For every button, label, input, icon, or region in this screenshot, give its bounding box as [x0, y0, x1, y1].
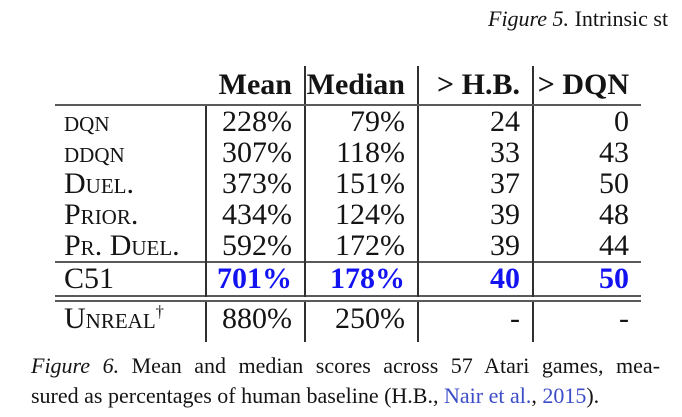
- cell-median: 118%: [305, 137, 418, 168]
- row-label: dqn: [64, 105, 110, 137]
- caption-line2: [31, 381, 660, 411]
- cell-gt-hb: 37: [418, 168, 533, 199]
- cell-gt-dqn: -: [533, 301, 641, 342]
- cell-gt-hb: 39: [418, 230, 533, 262]
- table-row-dqn: [55, 105, 641, 137]
- column-header-gt-hb: > H.B.: [418, 66, 533, 105]
- caption-text-line2: sured as percentages of human baseline (H.B.,: [31, 383, 444, 408]
- table-row-duel: [55, 168, 641, 199]
- cell-mean: 592%: [206, 230, 305, 262]
- cell-gt-dqn: 43: [533, 137, 641, 168]
- cell-median: 250%: [305, 301, 418, 342]
- column-header-median: Median: [305, 66, 418, 105]
- caption-line1: [31, 351, 660, 381]
- cell-gt-dqn: 50: [533, 168, 641, 199]
- row-label: Pr. Duel.: [64, 230, 180, 262]
- results-table: [55, 66, 641, 342]
- header-row: [55, 66, 641, 105]
- cell-mean: 373%: [206, 168, 305, 199]
- cell-mean: 701%: [206, 262, 305, 296]
- cell-median: 79%: [305, 105, 418, 137]
- cell-gt-hb: 40: [418, 262, 533, 296]
- caption-text-end: ).: [586, 383, 600, 408]
- table-row-prior: [55, 199, 641, 230]
- row-label: Duel.: [64, 168, 134, 199]
- cell-median: 178%: [305, 262, 418, 296]
- cell-mean: 228%: [206, 105, 305, 137]
- figure5-caption-text: Intrinsic st: [574, 6, 669, 31]
- row-label: Prior.: [64, 199, 139, 230]
- cell-gt-hb: 33: [418, 137, 533, 168]
- citation-link-nair[interactable]: Nair et al.: [443, 383, 532, 408]
- column-header-empty: [55, 66, 206, 105]
- cell-gt-dqn: 0: [533, 105, 641, 137]
- cell-gt-dqn: 50: [533, 262, 641, 296]
- citation-link-year[interactable]: 2015: [542, 383, 587, 408]
- table-row-c51: [55, 262, 641, 296]
- column-header-mean: Mean: [206, 66, 305, 105]
- figure6-caption: [31, 351, 660, 411]
- cell-gt-hb: -: [418, 301, 533, 342]
- row-label: ddqn: [64, 137, 125, 168]
- dagger-superscript: †: [155, 302, 164, 321]
- cell-mean: 307%: [206, 137, 305, 168]
- cell-median: 151%: [305, 168, 418, 199]
- cell-mean: 434%: [206, 199, 305, 230]
- table-row-ddqn: [55, 137, 641, 168]
- cell-median: 124%: [305, 199, 418, 230]
- caption-text-line1: Mean and median scores across 57 Atari games, mea-: [131, 353, 661, 378]
- column-header-gt-dqn: > DQN: [533, 66, 641, 105]
- cell-gt-dqn: 48: [533, 199, 641, 230]
- citation-separator: ,: [531, 383, 543, 408]
- cell-gt-hb: 39: [418, 199, 533, 230]
- cell-mean: 880%: [206, 301, 305, 342]
- cell-median: 172%: [305, 230, 418, 262]
- cell-gt-hb: 24: [418, 105, 533, 137]
- table-row-pr-duel: [55, 230, 641, 262]
- figure6-label: Figure 6.: [31, 353, 120, 378]
- figure5-caption: [488, 6, 668, 32]
- table-row-unreal: [55, 301, 641, 342]
- row-label: C51: [55, 262, 206, 296]
- cell-gt-dqn: 44: [533, 230, 641, 262]
- figure5-label: Figure 5.: [488, 6, 570, 31]
- row-label: Unreal†: [64, 302, 164, 335]
